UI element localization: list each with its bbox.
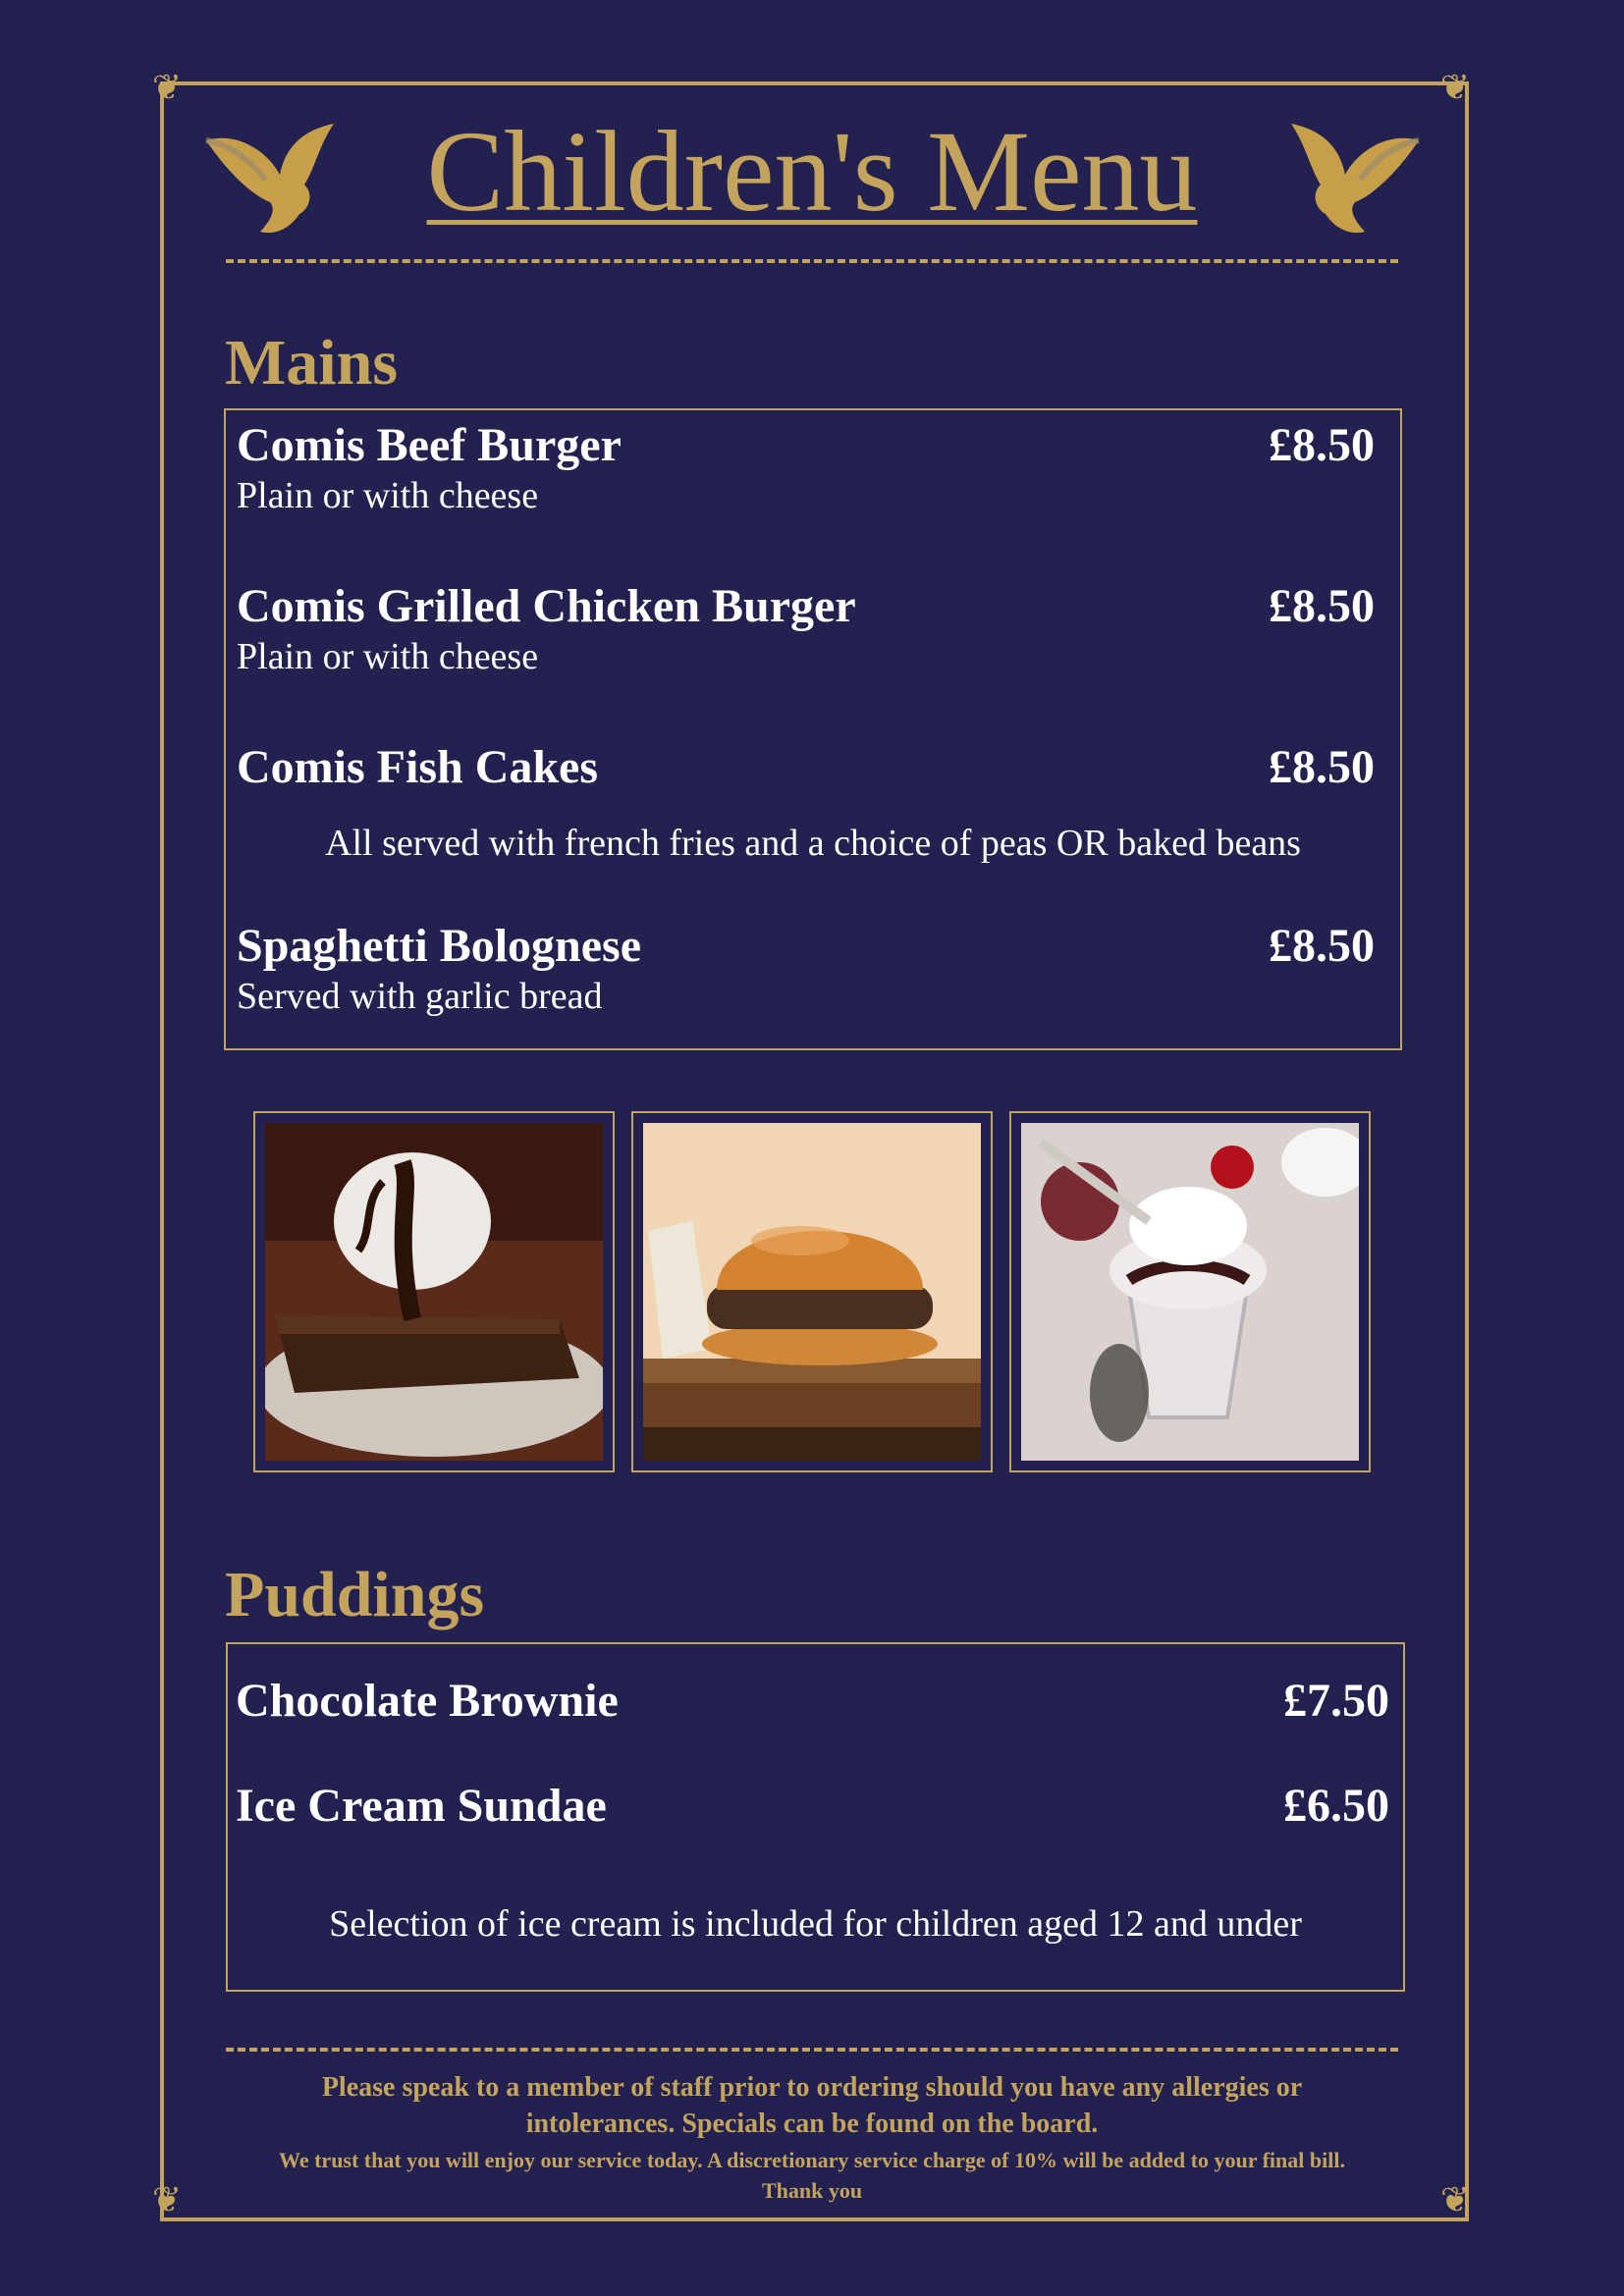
allergy-line-1: Please speak to a member of staff prior to ordering should you have any allergies or: [321, 2072, 1303, 2103]
corner-flourish-icon: ❦: [1439, 68, 1471, 108]
list-item: [237, 740, 1375, 795]
sundae-image: [1021, 1123, 1359, 1461]
list-item: [236, 1674, 1389, 1729]
list-item: [237, 579, 1375, 679]
item-price: £8.50: [1269, 920, 1375, 972]
item-name: Comis Grilled Chicken Burger: [237, 580, 856, 632]
item-price: £8.50: [1269, 419, 1375, 471]
burger-image: [643, 1123, 981, 1461]
allergy-notice: [177, 2069, 1447, 2142]
mains-title: Mains: [225, 327, 399, 399]
item-desc: Plain or with cheese: [237, 475, 539, 516]
item-name: Ice Cream Sundae: [236, 1780, 607, 1832]
photo-ice-cream-sundae: [1009, 1111, 1371, 1472]
list-item: [237, 919, 1375, 1019]
mains-note: All served with french fries and a choice of peas OR baked beans: [325, 823, 1301, 864]
divider: [226, 2048, 1398, 2052]
brownie-image: [265, 1123, 603, 1461]
puddings-note: Selection of ice cream is included for children aged 12 and under: [329, 1903, 1302, 1945]
service-notice: [177, 2145, 1447, 2206]
divider: [226, 259, 1398, 263]
item-name: Comis Beef Burger: [237, 419, 622, 471]
item-name: Chocolate Brownie: [236, 1675, 619, 1727]
item-price: £8.50: [1269, 741, 1375, 793]
page-title: Children's Menu: [426, 107, 1198, 236]
item-name: Spaghetti Bolognese: [237, 920, 642, 972]
puddings-box: [226, 1642, 1405, 1992]
item-price: £8.50: [1269, 580, 1375, 632]
photo-burger: [631, 1111, 993, 1472]
thanks: Thank you: [761, 2178, 863, 2203]
corner-flourish-icon: ❦: [1439, 2180, 1471, 2220]
puddings-title: Puddings: [225, 1559, 485, 1630]
corner-flourish-icon: ❦: [151, 2180, 183, 2220]
item-price: £7.50: [1283, 1675, 1389, 1727]
mains-box: [224, 408, 1402, 1050]
item-desc: Served with garlic bread: [237, 976, 603, 1017]
list-item: [236, 1779, 1389, 1834]
item-name: Comis Fish Cakes: [237, 741, 599, 793]
list-item: [237, 418, 1375, 518]
item-price: £6.50: [1283, 1780, 1389, 1832]
service-line: We trust that you will enjoy our service today. A discretionary service charge of 10% will be added to your final bill.: [279, 2148, 1345, 2172]
allergy-line-2: intolerances. Specials can be found on the board.: [525, 2109, 1099, 2139]
corner-flourish-icon: ❦: [151, 68, 183, 108]
photo-chocolate-brownie: [253, 1111, 615, 1472]
item-desc: Plain or with cheese: [237, 636, 539, 677]
